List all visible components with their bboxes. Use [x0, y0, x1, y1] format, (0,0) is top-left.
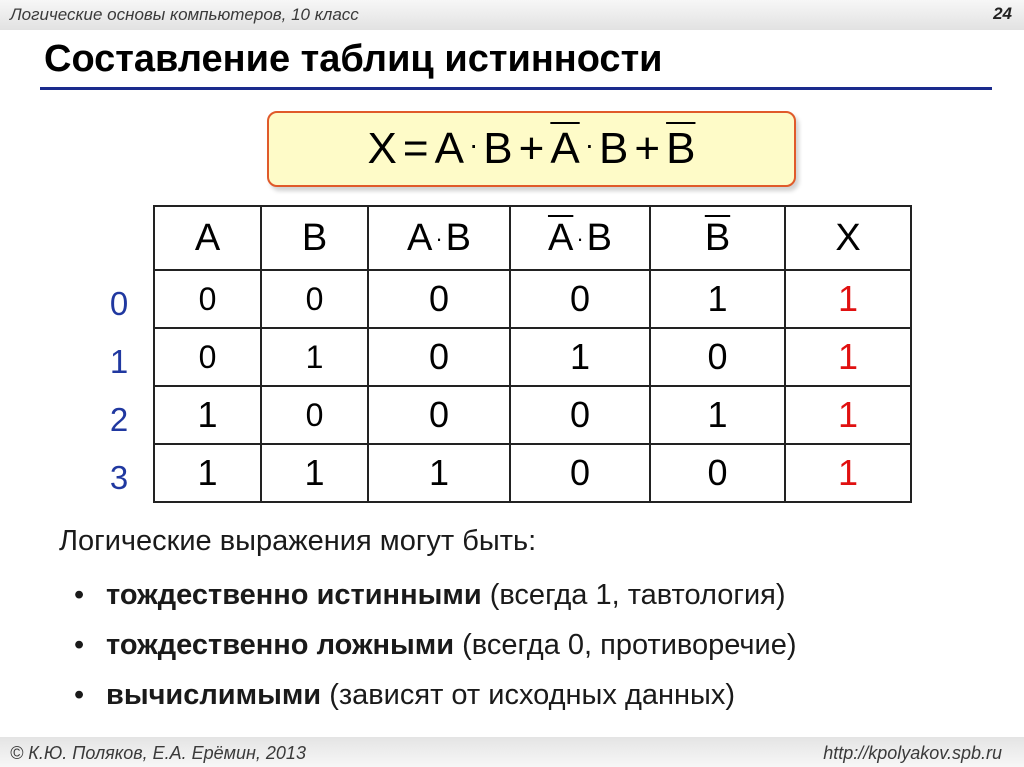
cell-ab: 1 — [368, 444, 510, 502]
cell-a: 1 — [154, 386, 261, 444]
cell-b: 1 — [261, 444, 368, 502]
cell-b: 1 — [261, 328, 368, 386]
cell-x: 1 — [785, 328, 911, 386]
cell-a: 1 — [154, 444, 261, 502]
header-nab-not-a: $\overline{A}$ — [547, 216, 574, 259]
header-nab-b: B — [586, 216, 613, 259]
row-index-0: 0 — [109, 285, 129, 322]
cell-nb: 0 — [650, 444, 785, 502]
cell-ab: 0 — [368, 270, 510, 328]
title-divider — [40, 87, 992, 90]
formula-term1-b: B — [483, 124, 513, 173]
bullet-icon: • — [74, 579, 85, 611]
footer-site-link[interactable]: http://kpolyakov.spb.ru — [823, 743, 1002, 763]
table-row — [154, 328, 911, 386]
expressions-list — [74, 575, 797, 725]
cell-nab: 1 — [510, 328, 650, 386]
row-index-3: 3 — [109, 459, 129, 496]
and-dot-icon: · — [584, 129, 595, 160]
footer-authors: © К.Ю. Поляков, Е.А. Ерёмин, 2013 — [10, 743, 306, 763]
cell-nb: 1 — [650, 386, 785, 444]
cell-nab: 0 — [510, 444, 650, 502]
list-item-bold: тождественно истинными — [106, 579, 482, 611]
cell-b: 0 — [261, 270, 368, 328]
formula-lhs: X — [367, 124, 397, 173]
list-item — [74, 625, 797, 675]
header-not-b — [650, 206, 785, 270]
cell-x: 1 — [785, 444, 911, 502]
header-not-a-and-b — [510, 206, 650, 270]
cell-ab: 0 — [368, 328, 510, 386]
list-item-rest: (всегда 0, противоречие) — [454, 629, 797, 661]
list-item-bold: тождественно ложными — [106, 629, 455, 661]
row-index-2: 2 — [109, 401, 129, 438]
bullet-icon: • — [74, 629, 85, 661]
expressions-intro: Логические выражения могут быть: — [59, 525, 537, 557]
list-item-bold: вычислимыми — [106, 679, 322, 711]
cell-ab: 0 — [368, 386, 510, 444]
header-nb-not-b: $\overline{B}$ — [704, 216, 731, 259]
cell-nb: 1 — [650, 270, 785, 328]
row-index-1: 1 — [109, 343, 129, 380]
formula-term1-a: A — [434, 124, 464, 173]
cell-nab: 0 — [510, 386, 650, 444]
header-ab-b: B — [445, 216, 472, 259]
truth-table — [153, 205, 912, 503]
header-a: A — [154, 206, 261, 270]
formula-plus-1: + — [518, 124, 545, 173]
course-label: Логические основы компьютеров, 10 класс — [10, 5, 359, 24]
bullet-icon: • — [74, 679, 85, 711]
formula-plus-2: + — [634, 124, 661, 173]
header-ab-a: A — [406, 216, 433, 259]
cell-x: 1 — [785, 270, 911, 328]
cell-x: 1 — [785, 386, 911, 444]
table-header-row — [154, 206, 911, 270]
formula-term3-not-b: $\overline{B}$ — [666, 124, 696, 173]
header-b: B — [261, 206, 368, 270]
list-item — [74, 575, 797, 625]
and-dot-icon: · — [435, 225, 443, 251]
cell-nab: 0 — [510, 270, 650, 328]
cell-a: 0 — [154, 328, 261, 386]
formula-term2-not-a: $\overline{A}$ — [550, 124, 580, 173]
and-dot-icon: · — [576, 225, 584, 251]
list-item-rest: (всегда 1, тавтология) — [481, 579, 786, 611]
formula-term2-b: B — [599, 124, 629, 173]
cell-a: 0 — [154, 270, 261, 328]
list-item — [74, 675, 797, 725]
table-row — [154, 444, 911, 502]
cell-b: 0 — [261, 386, 368, 444]
table-row — [154, 386, 911, 444]
page-title: Составление таблиц истинности — [44, 38, 663, 80]
list-item-rest: (зависят от исходных данных) — [321, 679, 736, 711]
formula-equals: = — [402, 124, 429, 173]
header-x: X — [785, 206, 911, 270]
and-dot-icon: · — [468, 129, 479, 160]
header-a-and-b — [368, 206, 510, 270]
formula-box — [267, 111, 796, 187]
cell-nb: 0 — [650, 328, 785, 386]
page-number: 24 — [993, 4, 1012, 23]
table-row — [154, 270, 911, 328]
